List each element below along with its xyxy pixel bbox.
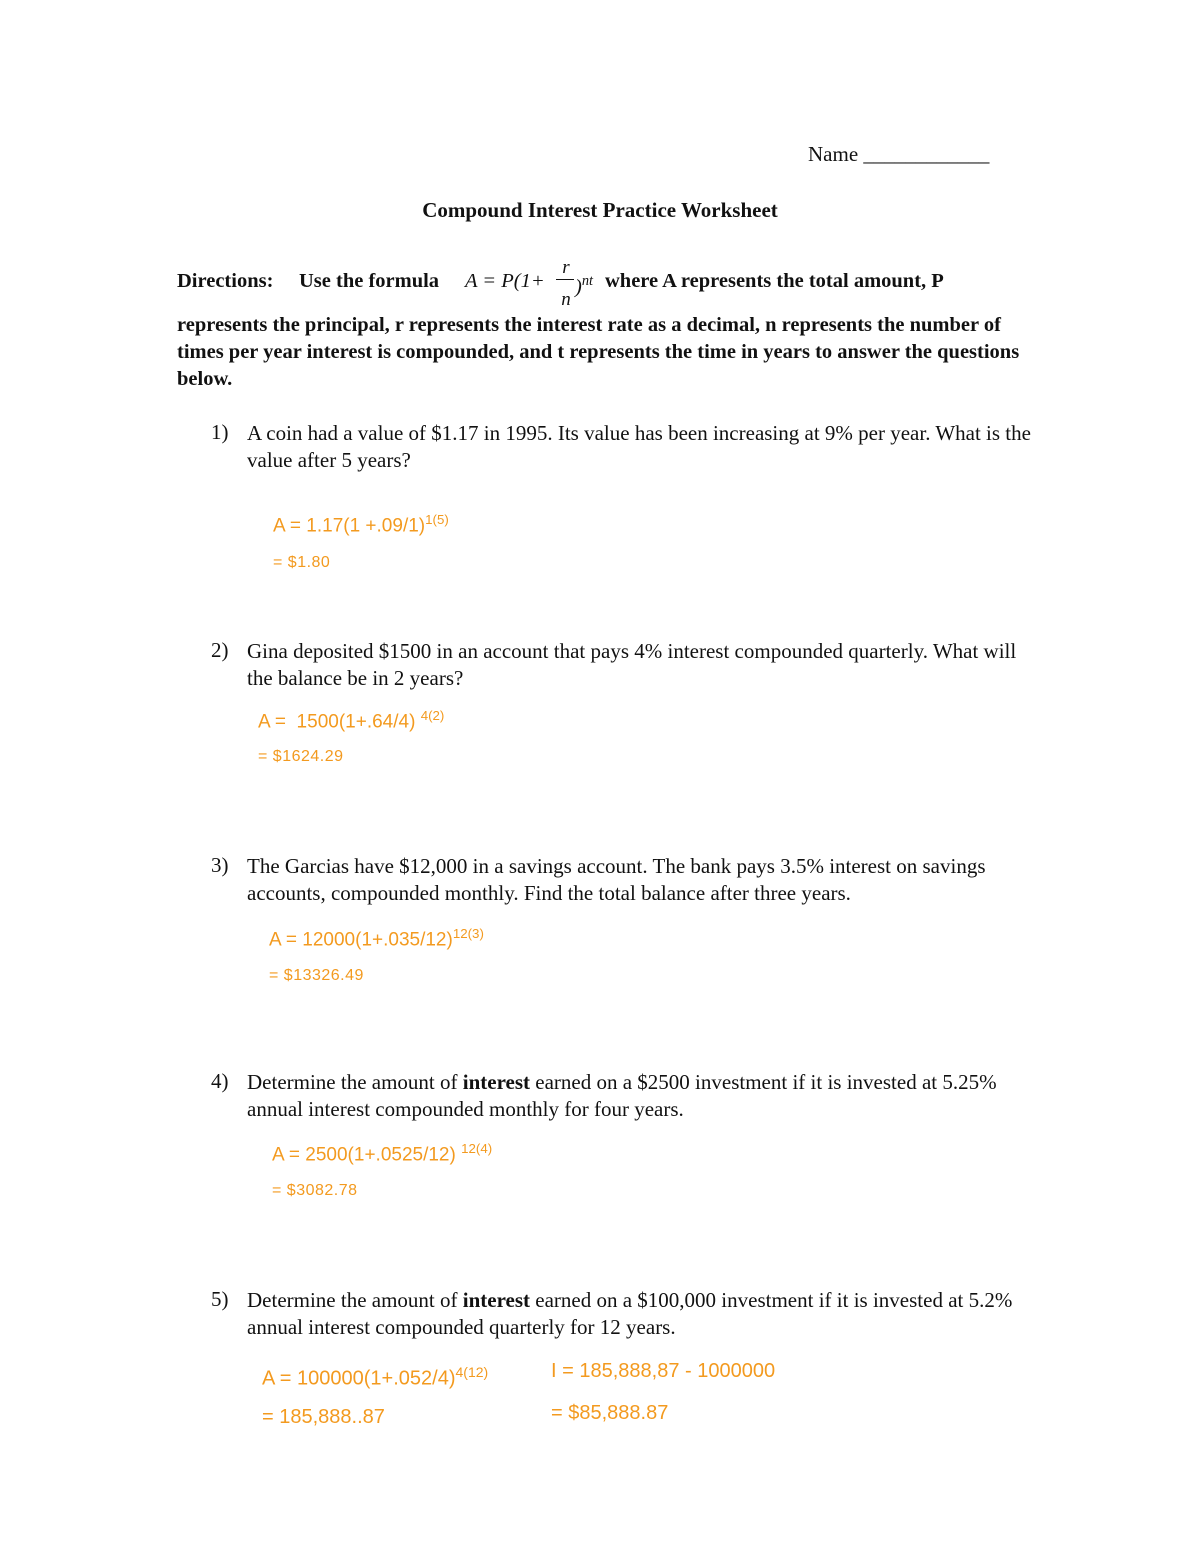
question-4-result: = $3082.78	[272, 1182, 358, 1199]
directions-block	[177, 248, 1037, 393]
question-2-number: 2)	[211, 638, 229, 662]
formula-lhs: A = P(1+	[465, 270, 545, 292]
name-field-label: Name ____________	[808, 142, 990, 166]
question-4-text: Determine the amount of interest earned on a $2500 investment if it is invested at 5.25% annual interest compounded monthly for four years.	[247, 1070, 997, 1121]
question-4-emphasis: interest	[462, 1070, 531, 1094]
question-4-work: A = 2500(1+.0525/12) $^{12(4)}$	[272, 1141, 493, 1166]
question-1-text: A coin had a value of $1.17 in 1995. Its value has been increasing at 9% per year. What is the value after 5 years?	[247, 421, 1031, 472]
question-1-work: $A = 1.17(1 +.09/1)^{1(5)}$	[273, 512, 449, 537]
formula-rhs: )$^{nt}$	[575, 273, 593, 298]
formula-fraction-denominator: n	[561, 289, 571, 310]
question-5-work: $A = 100000(1+.052/4)^{4(12)}$	[262, 1364, 489, 1390]
question-5-number: 5)	[211, 1287, 229, 1311]
formula-fraction-bar	[556, 279, 574, 280]
page-title: Compound Interest Practice Worksheet	[422, 198, 778, 222]
question-5-interest-work: I = 185,888,87 - 1000000	[551, 1360, 776, 1382]
question-2-work: A = 1500(1+.64/4) $^{4(2)}$	[258, 708, 445, 733]
directions-label: Directions:	[177, 270, 274, 292]
question-5-text: Determine the amount of interest earned on a $100,000 investment if it is invested at 5.2% annual interest compounded quarterly for 12 years.	[247, 1288, 1013, 1339]
question-3-text: The Garcias have $12,000 in a savings account. The bank pays 3.5% interest on savings accounts, compounded monthly. Find the total balance after three years.	[247, 854, 986, 905]
question-5-emphasis: interest	[462, 1288, 531, 1312]
directions-formula-line	[177, 248, 1037, 310]
question-4-number: 4)	[211, 1069, 229, 1093]
question-2-text: Gina deposited $1500 in an account that pays 4% interest compounded quarterly. What will the balance be in 2 years?	[247, 639, 1017, 690]
directions-lead: Use the formula	[299, 270, 440, 292]
question-3-result: = $13326.49	[269, 967, 364, 984]
question-2-result: = $1624.29	[258, 748, 344, 765]
question-3-work: $A = 12000(1+.035/12)^{12(3)}$	[269, 926, 484, 951]
directions-after-formula: where A represents the total amount, P	[605, 270, 944, 292]
question-3-number: 3)	[211, 853, 229, 877]
formula-exponent: nt	[581, 273, 593, 289]
question-1-result: = $1.80	[273, 554, 331, 571]
question-1-number: 1)	[211, 420, 229, 444]
question-5-result: = 185,888..87	[262, 1406, 385, 1428]
directions-body: represents the principal, r represents the interest rate as a decimal, n represents the number of times per year interest is compounded, and t represents the time in years to answer the questions below.	[177, 314, 1020, 390]
formula-fraction-numerator: r	[562, 257, 570, 278]
question-5-interest-result: = $85,888.87	[551, 1402, 669, 1424]
